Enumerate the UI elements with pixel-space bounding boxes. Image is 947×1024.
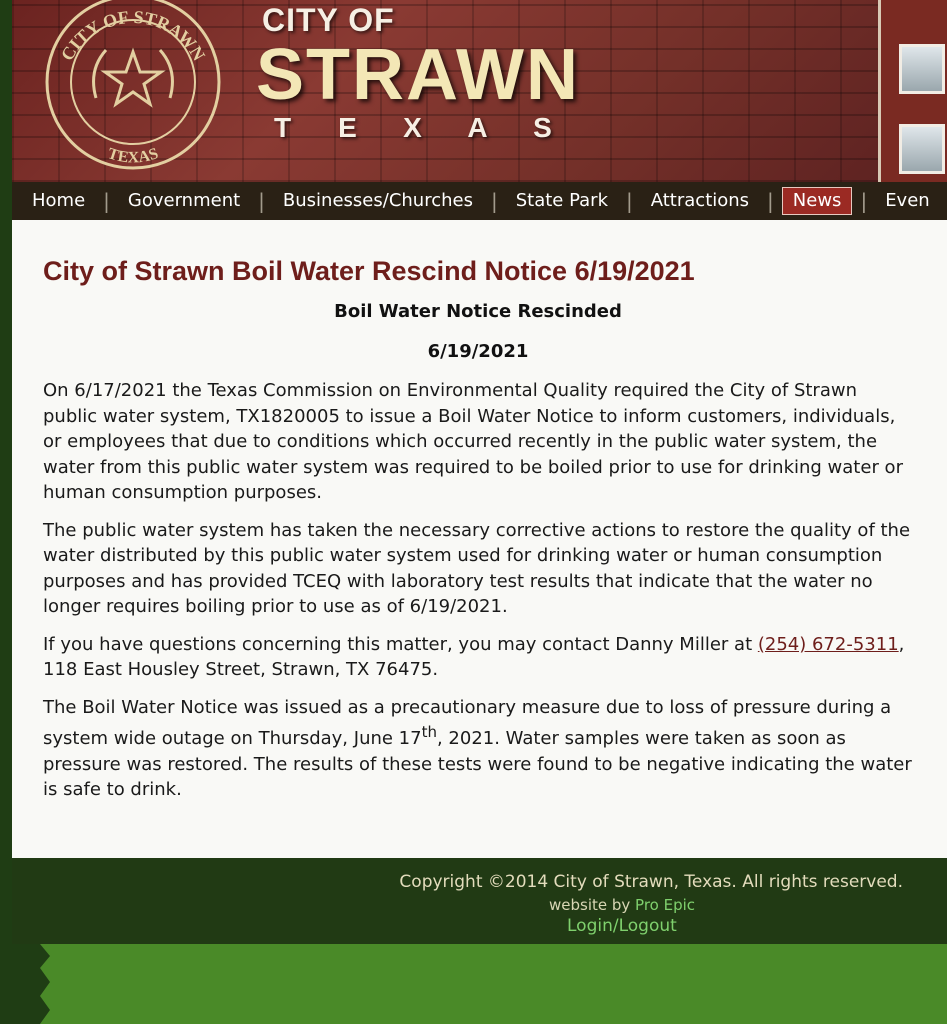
paragraph-4-text-end: , 2021. Water samples were taken as soon as pressure was restored. The results of these tests were found to be negative indicating the water is safe to drink.	[43, 728, 912, 800]
notice-subtitle: Boil Water Notice Rescinded	[334, 301, 622, 322]
website-credit	[549, 896, 695, 914]
header-state-letters	[260, 112, 565, 144]
nav-item-government[interactable]: Government	[127, 190, 241, 211]
site-header	[12, 0, 947, 182]
nav-separator: |	[626, 189, 633, 213]
nav-item-home[interactable]: Home	[32, 190, 86, 211]
credit-prefix: website by	[549, 896, 636, 914]
notice-date: 6/19/2021	[427, 341, 529, 362]
paragraph-3	[43, 632, 913, 683]
state-letter: T	[273, 112, 292, 143]
paragraph-3-text: If you have questions concerning this matter, you may contact Danny Miller at	[43, 633, 758, 655]
main-nav	[12, 182, 947, 220]
nav-item-state-park[interactable]: State Park	[515, 190, 608, 211]
paragraph-2: The public water system has taken the necessary corrective actions to restore the quality of the water distributed by this public water system used for drinking water or human consumption purposes and has provided TCEQ with laboratory test results that indicate that the water no longer requires boiling prior to use as of 6/19/2021.	[43, 519, 911, 617]
nav-item-attractions[interactable]: Attractions	[650, 190, 750, 211]
nav-separator: |	[103, 189, 110, 213]
state-letter: E	[338, 112, 357, 143]
left-frame-strip	[0, 0, 12, 944]
nav-item-events[interactable]: Even	[885, 190, 930, 211]
paragraph-4	[43, 695, 913, 803]
city-seal-icon	[38, 0, 228, 172]
copyright-text: Copyright ©2014 City of Strawn, Texas. All rights reserved.	[399, 872, 903, 892]
nav-item-news[interactable]: News	[782, 187, 853, 215]
building-window	[899, 124, 945, 174]
header-city-prefix: CITY OF	[262, 2, 395, 38]
nav-separator: |	[258, 189, 265, 213]
bottom-background	[0, 944, 947, 1024]
seal-top-text: CITY OF STRAWN	[56, 6, 210, 65]
nav-separator: |	[860, 189, 868, 213]
paragraph-3-text-end: , 118 East Housley Street, Strawn, TX 76475.	[43, 633, 905, 680]
page-title: City of Strawn Boil Water Rescind Notice 6/19/2021	[43, 256, 695, 286]
nav-item-businesses-churches[interactable]: Businesses/Churches	[282, 190, 473, 211]
nav-separator: |	[767, 189, 774, 213]
site-footer	[12, 858, 947, 944]
ordinal-suffix: th	[421, 723, 437, 741]
building-window	[899, 44, 945, 94]
state-letter: S	[533, 112, 552, 143]
nav-separator: |	[490, 189, 498, 213]
bottom-zigzag-border	[0, 944, 50, 1024]
login-logout-link[interactable]: Login/Logout	[567, 916, 677, 936]
seal-bottom-text: TEXAS	[105, 145, 161, 167]
paragraph-1: On 6/17/2021 the Texas Commission on Environmental Quality required the City of Strawn public water system, TX1820005 to issue a Boil Water Notice to inform customers, individuals, or employees that due to conditions which occurred recently in the public water system, the water from this public water system was required to be boiled prior to use for drinking water or human consumption purposes.	[43, 380, 903, 503]
header-city-name: STRAWN	[256, 35, 580, 115]
state-letter: X	[403, 112, 422, 143]
article	[43, 256, 913, 803]
pro-epic-link[interactable]: Pro Epic	[635, 896, 696, 914]
state-letter: A	[467, 112, 488, 143]
paragraph-4-text: The Boil Water Notice was issued as a precautionary measure due to loss of pressure during a system wide outage on Thursday, June 17	[43, 696, 892, 749]
header-building-photo	[878, 0, 947, 182]
phone-link[interactable]: (254) 672-5311	[757, 633, 899, 655]
main-content	[12, 220, 947, 858]
